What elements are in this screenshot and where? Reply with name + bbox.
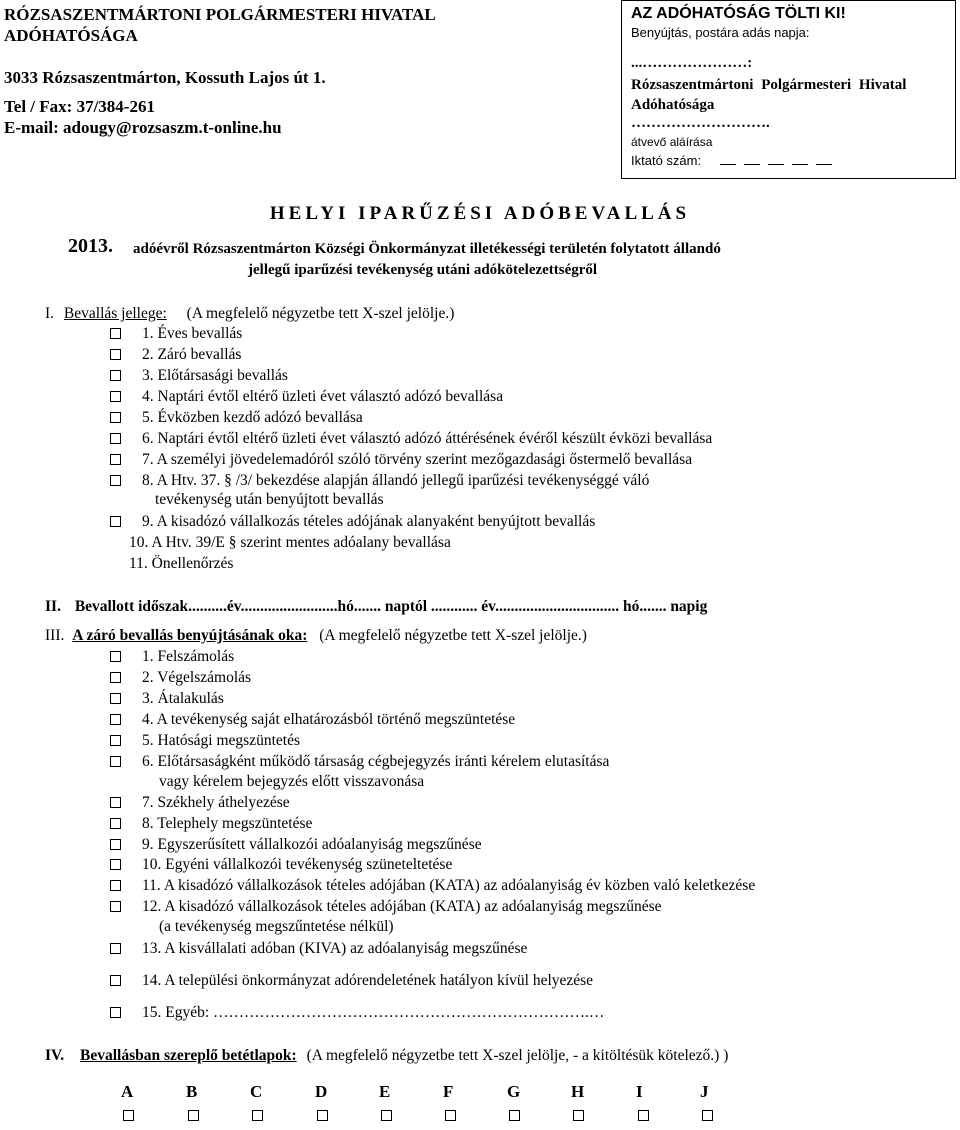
office-email: E-mail: adougy@rozsaszm.t-online.hu [4, 118, 282, 137]
checkbox[interactable] [110, 901, 121, 912]
signature-line: ………………………. [631, 115, 770, 131]
issuer-block [4, 4, 436, 138]
registration-number-label: Iktató szám: [631, 153, 702, 168]
insert-sheet-checkbox[interactable] [445, 1110, 456, 1121]
checkbox[interactable] [110, 328, 121, 339]
insert-sheet-checkbox[interactable] [252, 1110, 263, 1121]
section-number: I. [45, 305, 55, 322]
insert-sheet-checkbox[interactable] [702, 1110, 713, 1121]
section-number: III. [45, 627, 65, 644]
reporting-period-field[interactable]: Bevallott időszak..........év.........................hó....... naptól ............ év................................ hó....... napig [74, 598, 708, 615]
option-label: 6. Naptári évtől eltérő üzleti évet választó adózó áttérésének évéről készült évközi bevallása [142, 430, 713, 447]
office-name: RÓZSASZENTMÁRTONI POLGÁRMESTERI HIVATAL [4, 5, 436, 24]
option-label: 8. Telephely megszüntetése [142, 815, 313, 832]
box-office-name: Rózsaszentmártoni Polgármesteri Hivatal [631, 77, 907, 93]
option-label: 1. Felszámolás [142, 648, 235, 665]
option-label: 12. A kisadózó vállalkozások tételes adójában (KATA) az adóalanyiság megszűnése [142, 898, 662, 915]
option-label: 7. A személyi jövedelemadóról szóló törvény szerint mezőgazdasági őstermelő bevallása [142, 451, 693, 468]
checkbox[interactable] [110, 975, 121, 986]
checkbox[interactable] [110, 516, 121, 527]
checkbox[interactable] [110, 1007, 121, 1018]
option-label: 4. Naptári évtől eltérő üzleti évet választó adózó bevallása [142, 388, 504, 405]
option-label: 14. A települési önkormányzat adórendeletének hatályon kívül helyezése [142, 972, 594, 989]
insert-sheet-letter: C [250, 1082, 263, 1101]
checkbox[interactable] [110, 756, 121, 767]
option-label: 3. Átalakulás [142, 690, 224, 707]
option-label: 10. A Htv. 39/E § szerint mentes adóalany bevallása [129, 534, 451, 551]
insert-sheet-checkbox[interactable] [381, 1110, 392, 1121]
option-label: 2. Záró bevallás [142, 346, 242, 363]
reg-digit-blank[interactable] [768, 154, 784, 165]
tax-year: 2013. [68, 235, 113, 257]
option-label: 5. Évközben kezdő adózó bevallása [142, 409, 363, 426]
option-label: 11. A kisadózó vállalkozások tételes adójában (KATA) az adóalanyiság év közben való keletkezése [142, 877, 756, 894]
insert-sheet-letter: G [507, 1082, 521, 1101]
checkbox[interactable] [110, 818, 121, 829]
section-1-header [45, 305, 454, 323]
option-label: (a tevékenység megszűntetése nélkül) [159, 918, 394, 935]
receiver-signature-label: átvevő aláírása [631, 135, 713, 149]
option-label: 4. A tevékenység saját elhatározásból történő megszüntetése [142, 711, 516, 728]
section-4-heading: Bevallásban szereplő betétlapok: [79, 1047, 297, 1064]
registration-number [631, 153, 840, 168]
insert-sheet-checkbox[interactable] [188, 1110, 199, 1121]
insert-sheet-checkbox[interactable] [638, 1110, 649, 1121]
insert-sheet-letter: A [121, 1082, 134, 1101]
option-label: 3. Előtársasági bevallás [142, 367, 288, 384]
checkbox[interactable] [110, 693, 121, 704]
office-name-2: ADÓHATÓSÁGA [4, 26, 138, 45]
insert-sheet-letter: B [186, 1082, 198, 1101]
submission-date-field: ...…………………: [631, 55, 753, 71]
checkbox[interactable] [110, 433, 121, 444]
reg-digit-blank[interactable] [720, 154, 736, 165]
office-address: 3033 Rózsaszentmárton, Kossuth Lajos út 1. [4, 68, 326, 87]
checkbox[interactable] [110, 391, 121, 402]
checkbox[interactable] [110, 349, 121, 360]
checkbox[interactable] [110, 475, 121, 486]
section-number: II. [45, 598, 61, 615]
section-3-header [45, 627, 587, 645]
insert-sheet-letter: E [379, 1082, 391, 1101]
section-4-header [45, 1047, 728, 1065]
checkbox[interactable] [110, 839, 121, 850]
insert-sheet-letter: H [571, 1082, 585, 1101]
option-label: 5. Hatósági megszüntetés [142, 732, 300, 749]
insert-sheet-letter: J [700, 1082, 709, 1101]
checkbox[interactable] [110, 859, 121, 870]
option-label: 7. Székhely áthelyezése [142, 794, 290, 811]
checkbox[interactable] [110, 454, 121, 465]
checkbox[interactable] [110, 370, 121, 381]
option-label: vagy kérelem bejegyzés előtt visszavonása [159, 773, 425, 790]
office-phone: Tel / Fax: 37/384-261 [4, 97, 155, 116]
insert-sheet-letter: D [315, 1082, 328, 1101]
other-reason-field[interactable]: 15. Egyéb: ……………………………………………………………….… [142, 1004, 605, 1021]
submission-date-label: Benyújtás, postára adás napja: [631, 25, 810, 40]
checkbox[interactable] [110, 714, 121, 725]
reg-digit-blank[interactable] [816, 154, 832, 165]
section-3-instruction: (A megfelelő négyzetbe tett X-szel jelölje.) [319, 627, 587, 644]
option-label: 13. A kisvállalati adóban (KIVA) az adóalanyiság megszűnése [142, 940, 528, 957]
option-label: 11. Önellenőrzés [129, 555, 234, 572]
section-3-heading: A záró bevallás benyújtásának oka: [72, 627, 308, 644]
option-label: tevékenység után benyújtott bevallás [155, 491, 384, 508]
insert-sheet-letter: F [443, 1082, 454, 1101]
reg-digit-blank[interactable] [792, 154, 808, 165]
insert-sheet-letter: I [636, 1082, 643, 1101]
section-number: IV. [45, 1047, 65, 1064]
option-label: 8. A Htv. 37. § /3/ bekezdése alapján állandó jellegű iparűzési tevékenységgé váló [142, 472, 650, 489]
option-label: 10. Egyéni vállalkozói tevékenység szüneteltetése [142, 856, 453, 873]
option-label: 9. A kisadózó vállalkozás tételes adójának alanyaként benyújtott bevallás [142, 513, 596, 530]
checkbox[interactable] [110, 880, 121, 891]
form-title: HELYI IPARŰZÉSI ADÓBEVALLÁS [269, 203, 691, 224]
option-label: 2. Végelszámolás [142, 669, 252, 686]
option-label: 6. Előtársaságként működő társaság cégbejegyzés iránti kérelem elutasítása [142, 753, 610, 770]
authority-box-title: AZ ADÓHATÓSÁG TÖLTI KI! [631, 5, 846, 22]
checkbox[interactable] [110, 735, 121, 746]
insert-sheet-checkbox[interactable] [573, 1110, 584, 1121]
section-1-heading: Bevallás jellege: [63, 305, 167, 322]
section-2 [45, 598, 707, 616]
insert-sheet-checkbox[interactable] [509, 1110, 520, 1121]
checkbox[interactable] [110, 797, 121, 808]
option-label: 1. Éves bevallás [142, 325, 243, 342]
form-subtitle-1: adóévről Rózsaszentmárton Községi Önkormányzat illetékességi területén folytatott állandó [133, 241, 721, 257]
checkbox[interactable] [110, 943, 121, 954]
insert-sheet-checkbox[interactable] [123, 1110, 134, 1121]
authority-box [621, 0, 956, 179]
checkbox[interactable] [110, 412, 121, 423]
option-label: 9. Egyszerűsített vállalkozói adóalanyiság megszűnése [142, 836, 482, 853]
insert-sheet-checkbox[interactable] [317, 1110, 328, 1121]
checkbox[interactable] [110, 651, 121, 662]
section-1-instruction: (A megfelelő négyzetbe tett X-szel jelölje.) [186, 305, 455, 322]
box-office-name-2: Adóhatósága [631, 97, 715, 113]
reg-digit-blank[interactable] [744, 154, 760, 165]
form-subtitle-2: jellegű iparűzési tevékenység utáni adókötelezettségről [248, 262, 598, 278]
section-4-instruction: (A megfelelő négyzetbe tett X-szel jelölje, - a kitöltésük kötelező.) ) [306, 1047, 729, 1064]
checkbox[interactable] [110, 672, 121, 683]
